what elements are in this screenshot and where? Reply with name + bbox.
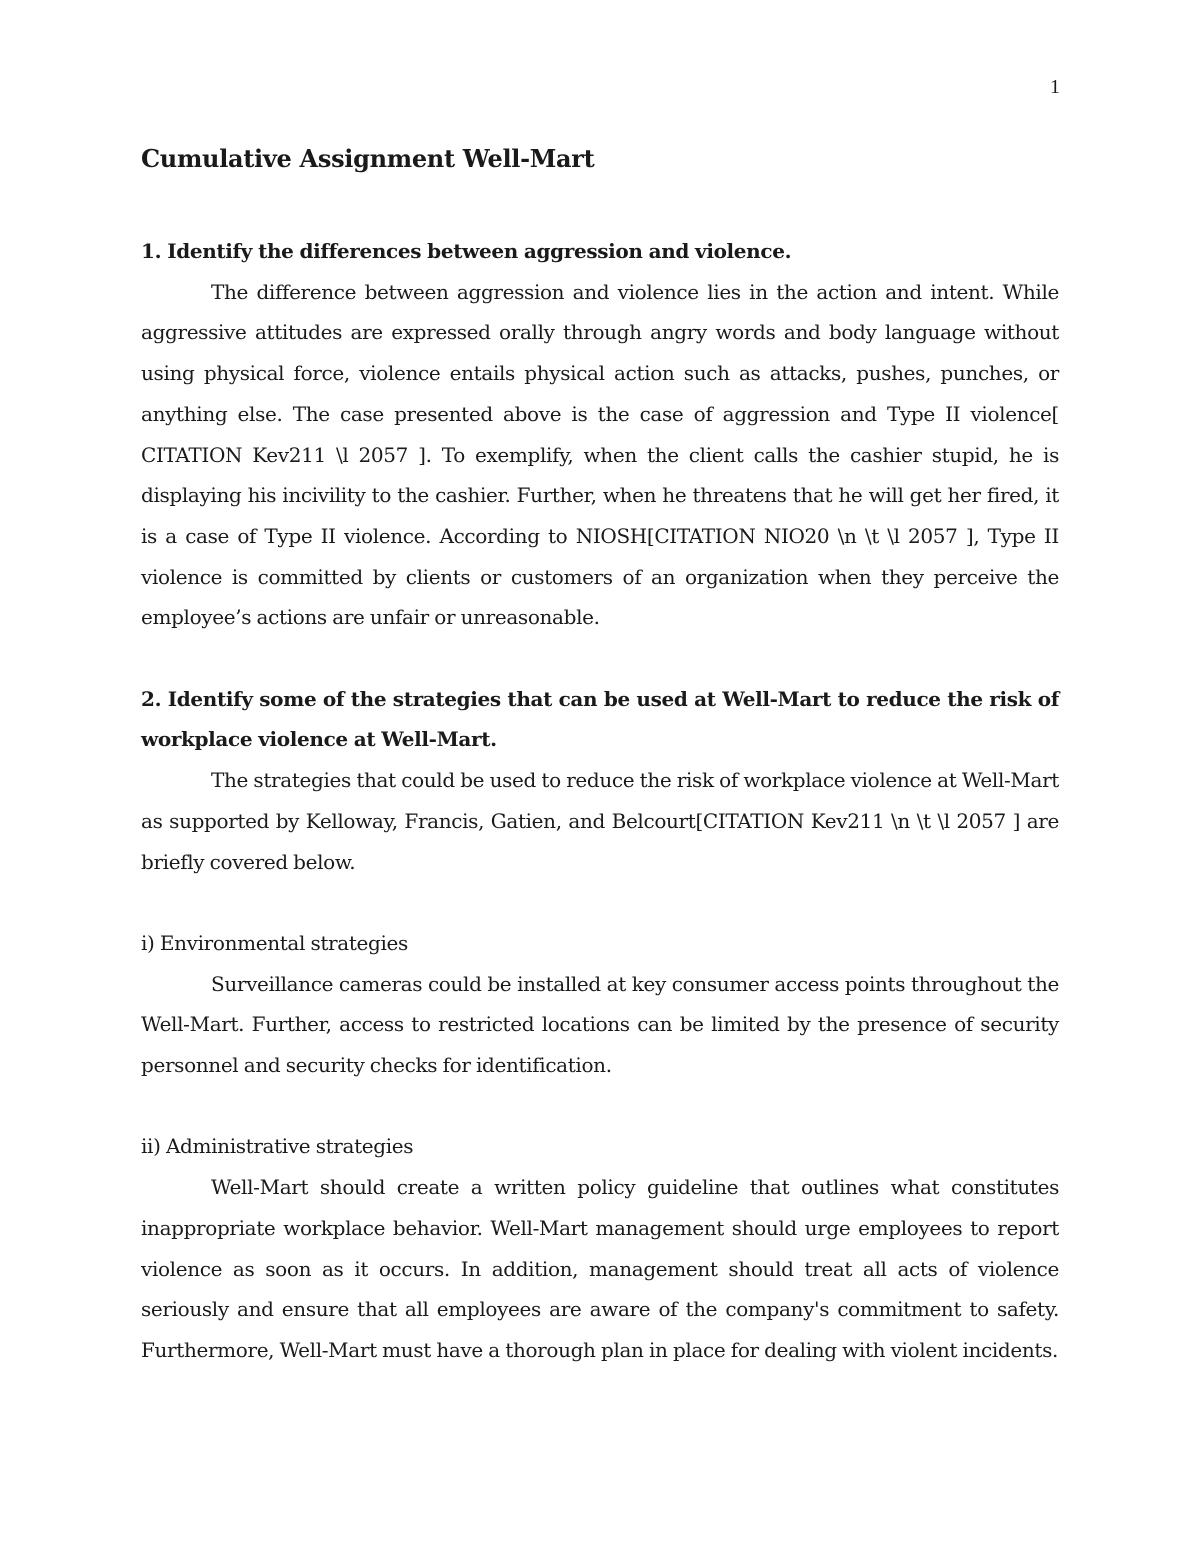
spacer [141,882,1059,923]
spacer [141,1086,1059,1127]
page-number: 1 [1050,76,1060,98]
spacer [141,638,1059,679]
section-1-heading: 1. Identify the differences between aggression and violence. [141,239,792,263]
section-2-heading: 2. Identify some of the strategies that can be used at Well-Mart to reduce the risk of workplace violence at Well-Mart. [141,686,1059,752]
strategy-administrative-paragraph: Well-Mart should create a written policy guideline that outlines what constitutes inappropriate workplace behavior. Well-Mart management should urge employees to report violence as soon as it occurs. In addition, management should treat all acts of violence seriously and ensure that all employees are aware of the company's commitment to safety. Furthermore, Well-Mart must have a thorough plan in place for dealing with violent incidents. [141,1175,1059,1362]
section-1-paragraph: The difference between aggression and violence lies in the action and intent. While aggressive attitudes are expressed orally through angry words and body language without using physical force, violence entails physical action such as attacks, pushes, punches, or anything else. The case presented above is the case of aggression and Type II violence[ CITATION Kev211 \l 2057 ]. To exemplify, when the client calls the cashier stupid, he is displaying his incivility to the cashier. Further, when he threatens that he will get her fired, it is a case of Type II violence. According to NIOSH[CITATION NIO20 \n \t \l 2057 ], Type II violence is committed by clients or customers of an organization when they perceive the employee’s actions are unfair or unreasonable. [141,279,1059,630]
strategy-administrative-label: ii) Administrative strategies [141,1134,414,1159]
strategy-environmental-label: i) Environmental strategies [141,930,408,955]
section-2-paragraph: The strategies that could be used to reduce the risk of workplace violence at Well-Mart as supported by Kelloway, Francis, Gatien, and Belcourt[CITATION Kev211 \n \t \l 2057 ] are briefly covered below. [141,768,1059,874]
strategy-environmental-paragraph: Surveillance cameras could be installed at key consumer access points throughout the Well-Mart. Further, access to restricted locations can be limited by the presence of security personnel and security checks for identification. [141,971,1059,1078]
document-title: Cumulative Assignment Well-Mart [141,144,595,173]
document-body [141,231,1059,1371]
